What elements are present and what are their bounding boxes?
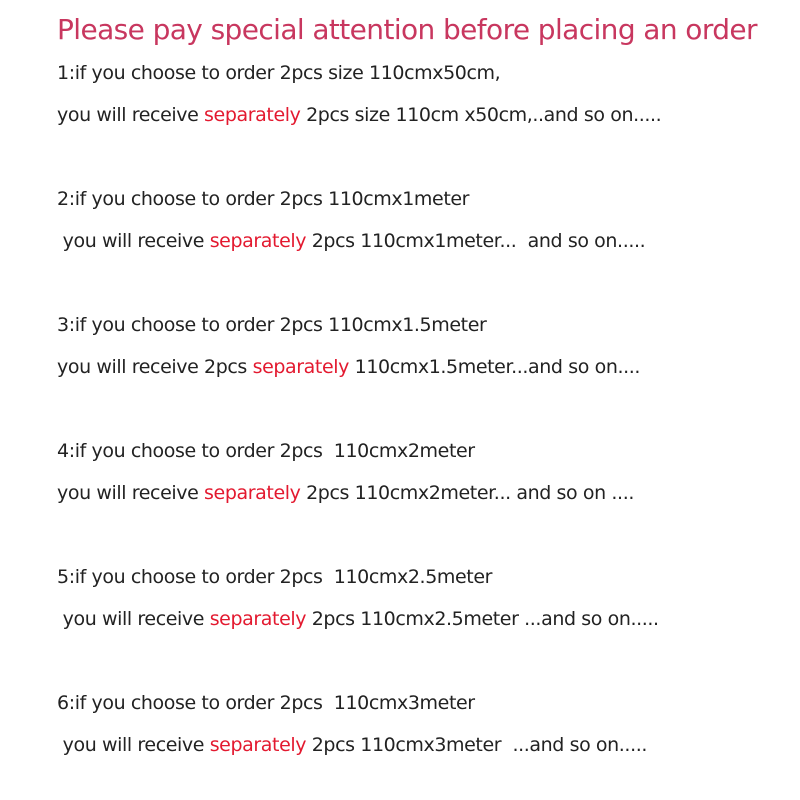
item-6-condition: 6:if you choose to order 2pcs 110cmx3meter (57, 692, 475, 714)
item-1-highlight: separately (204, 104, 301, 126)
item-2-condition: 2:if you choose to order 2pcs 110cmx1meter (57, 188, 470, 210)
item-4-result (57, 480, 634, 506)
item-1-result-post: 2pcs size 110cm x50cm,..and so on..... (300, 104, 662, 126)
page-title: Please pay special attention before placing an order (57, 13, 757, 46)
item-2-result-post: 2pcs 110cmx1meter... and so on..... (306, 230, 646, 252)
item-2-result-pre: you will receive (57, 230, 210, 252)
item-6-result-post: 2pcs 110cmx3meter ...and so on..... (306, 734, 647, 756)
item-5-condition: 5:if you choose to order 2pcs 110cmx2.5meter (57, 566, 493, 588)
item-5-result-pre: you will receive (57, 608, 210, 630)
item-3-condition: 3:if you choose to order 2pcs 110cmx1.5meter (57, 314, 487, 336)
item-5-highlight: separately (209, 608, 307, 630)
item-3-highlight: separately (252, 356, 349, 378)
item-4-result-pre: you will receive (57, 482, 205, 504)
item-6-result (57, 732, 647, 758)
item-5-result (57, 606, 659, 632)
item-4-highlight: separately (204, 482, 301, 504)
item-1-result-pre: you will receive (57, 104, 205, 126)
item-5-result-post: 2pcs 110cmx2.5meter ...and so on..... (306, 608, 659, 630)
item-2-highlight: separately (209, 230, 307, 252)
item-1-condition: 1:if you choose to order 2pcs size 110cmx50cm, (57, 62, 501, 84)
item-6-highlight: separately (209, 734, 307, 756)
item-1-result (57, 102, 661, 128)
item-3-result-post: 110cmx1.5meter...and so on.... (349, 356, 641, 378)
item-3-result (57, 354, 640, 380)
item-4-condition: 4:if you choose to order 2pcs 110cmx2meter (57, 440, 475, 462)
item-6-result-pre: you will receive (57, 734, 210, 756)
item-4-result-post: 2pcs 110cmx2meter... and so on .... (300, 482, 634, 504)
item-2-result (57, 228, 645, 254)
item-3-result-pre: you will receive 2pcs (57, 356, 253, 378)
